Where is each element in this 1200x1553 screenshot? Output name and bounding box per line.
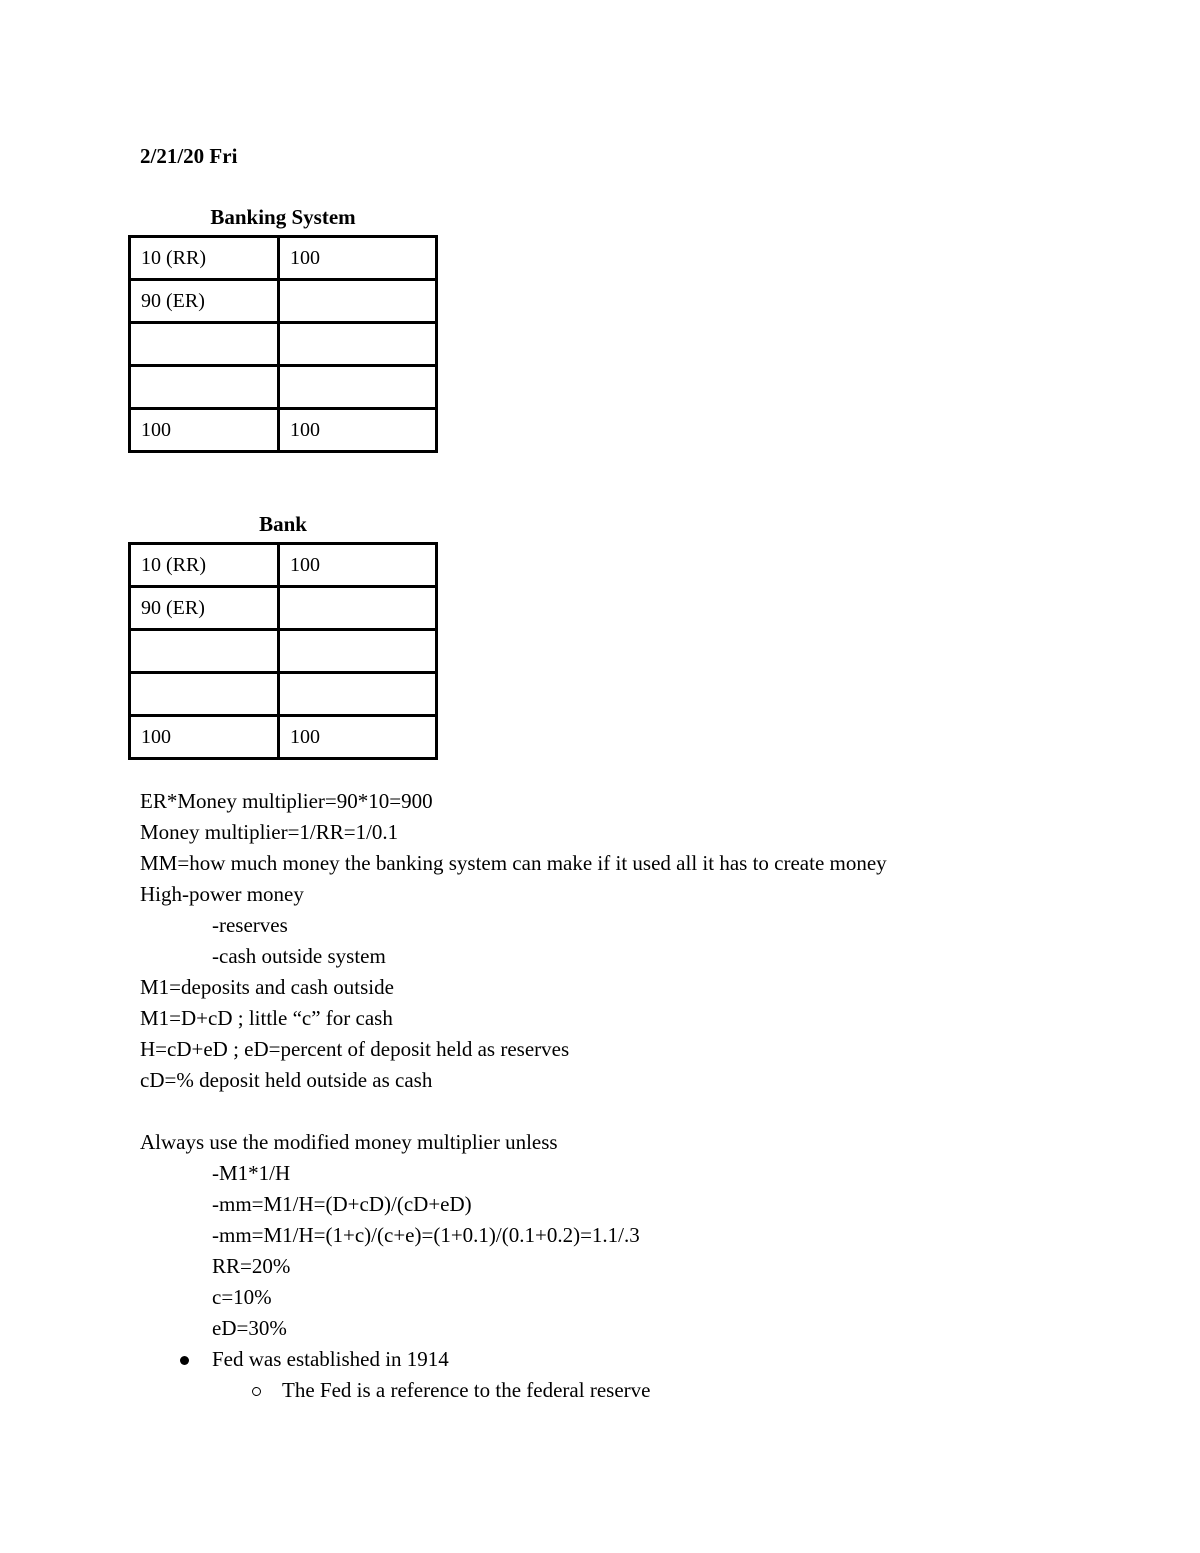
note-line: ER*Money multiplier=90*10=900: [140, 789, 433, 813]
table-cell: [279, 587, 437, 630]
hollow-bullet-icon: [252, 1387, 261, 1396]
formula-line: RR=20%: [212, 1254, 291, 1278]
table-cell: 10 (RR): [130, 237, 279, 280]
note-line: M1=deposits and cash outside: [140, 975, 394, 999]
formula-line: -mm=M1/H=(D+cD)/(cD+eD): [212, 1192, 472, 1216]
note-line: Money multiplier=1/RR=1/0.1: [140, 820, 399, 844]
table-row: [130, 587, 437, 630]
formula-line: c=10%: [212, 1285, 272, 1309]
table-cell: 10 (RR): [130, 544, 279, 587]
note-indented-line: -cash outside system: [212, 944, 386, 968]
table-cell: [279, 630, 437, 673]
formula-line: eD=30%: [212, 1316, 287, 1340]
bullet-text: Fed was established in 1914: [212, 1347, 449, 1371]
table-cell: 100: [279, 409, 437, 452]
table-cell: [130, 630, 279, 673]
table-cell: [130, 673, 279, 716]
table-cell: 100: [279, 544, 437, 587]
table-cell: [279, 280, 437, 323]
table-row: [130, 630, 437, 673]
table-cell: 100: [279, 237, 437, 280]
bullet-item: [140, 1344, 1140, 1375]
table-cell: [130, 366, 279, 409]
note-line: Always use the modified money multiplier unless: [140, 1130, 558, 1154]
date-heading: 2/21/20 Fri: [140, 144, 238, 168]
table-row: [130, 673, 437, 716]
table-row: [130, 237, 437, 280]
bank-table: [128, 542, 438, 760]
table-cell: [279, 366, 437, 409]
sub-bullet-item: [140, 1375, 1140, 1406]
blank-line: [140, 1096, 1140, 1127]
table-row: [130, 409, 437, 452]
table-cell: [279, 673, 437, 716]
notes-body: [140, 786, 1140, 1406]
table-cell: 100: [130, 409, 279, 452]
table-row: [130, 366, 437, 409]
table-cell: 100: [130, 716, 279, 759]
table-cell: 90 (ER): [130, 280, 279, 323]
table-row: [130, 544, 437, 587]
table-row: [130, 716, 437, 759]
formula-line: -M1*1/H: [212, 1161, 291, 1185]
bank-title: Bank: [259, 512, 307, 536]
formula-line: -mm=M1/H=(1+c)/(c+e)=(1+0.1)/(0.1+0.2)=1.1/.3: [212, 1223, 640, 1247]
note-line: M1=D+cD ; little “c” for cash: [140, 1006, 393, 1030]
table-row: [130, 280, 437, 323]
note-line: MM=how much money the banking system can make if it used all it has to create money: [140, 851, 887, 875]
banking-system-table: [128, 235, 438, 453]
banking-system-title: Banking System: [210, 205, 356, 229]
filled-bullet-icon: [180, 1356, 189, 1365]
table-cell: 90 (ER): [130, 587, 279, 630]
note-line: High-power money: [140, 882, 304, 906]
table-row: [130, 323, 437, 366]
sub-bullet-text: The Fed is a reference to the federal reserve: [282, 1378, 651, 1402]
note-indented-line: -reserves: [212, 913, 288, 937]
note-line: cD=% deposit held outside as cash: [140, 1068, 433, 1092]
note-line: H=cD+eD ; eD=percent of deposit held as reserves: [140, 1037, 570, 1061]
table-cell: [279, 323, 437, 366]
table-cell: [130, 323, 279, 366]
table-cell: 100: [279, 716, 437, 759]
